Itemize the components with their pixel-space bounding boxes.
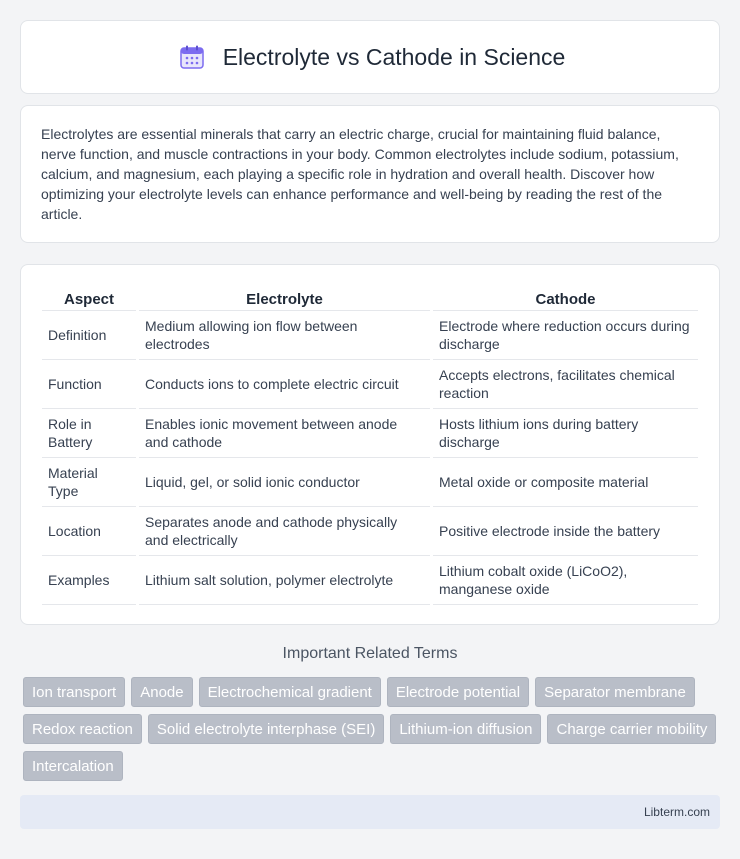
aspect-cell: Material Type xyxy=(42,458,136,507)
title-wrap xyxy=(175,40,566,74)
tag-ion-transport[interactable]: Ion transport xyxy=(23,677,125,707)
intro-card xyxy=(20,105,720,243)
table-row xyxy=(42,409,698,458)
header-aspect: Aspect xyxy=(42,285,136,311)
table-row xyxy=(42,458,698,507)
calendar-icon xyxy=(175,40,209,74)
electrolyte-cell: Enables ionic movement between anode and cathode xyxy=(139,409,430,458)
cathode-cell: Accepts electrons, facilitates chemical reaction xyxy=(433,360,698,409)
aspect-cell: Definition xyxy=(42,311,136,360)
related-terms-heading: Important Related Terms xyxy=(282,645,458,662)
tag-charge-carrier-mobility[interactable]: Charge carrier mobility xyxy=(547,714,716,744)
cathode-cell: Metal oxide or composite material xyxy=(433,458,698,507)
electrolyte-cell: Conducts ions to complete electric circuit xyxy=(139,360,430,409)
table-header-row xyxy=(42,285,698,311)
table-row xyxy=(42,360,698,409)
aspect-cell: Examples xyxy=(42,556,136,605)
cathode-cell: Electrode where reduction occurs during discharge xyxy=(433,311,698,360)
table-row xyxy=(42,556,698,605)
footer xyxy=(20,795,720,829)
table-row xyxy=(42,311,698,360)
tag-intercalation[interactable]: Intercalation xyxy=(23,751,123,781)
tag-electrochemical-gradient[interactable]: Electrochemical gradient xyxy=(199,677,381,707)
intro-paragraph: Electrolytes are essential minerals that carry an electric charge, crucial for maintaining fluid balance, nerve function, and muscle contractions in your body. Common electrolytes include sodium, potassium, calcium, and magnesium, each playing a specific role in hydration and overall health. Discover how optimizing your electrolyte levels can enhance performance and well-being by reading the rest of the article. xyxy=(41,126,679,222)
cathode-cell: Hosts lithium ions during battery discharge xyxy=(433,409,698,458)
tag-anode[interactable]: Anode xyxy=(131,677,192,707)
aspect-cell: Role in Battery xyxy=(42,409,136,458)
tag-separator-membrane[interactable]: Separator membrane xyxy=(535,677,695,707)
page-title: Electrolyte vs Cathode in Science xyxy=(222,43,566,70)
aspect-cell: Function xyxy=(42,360,136,409)
tag-lithium-ion-diffusion[interactable]: Lithium-ion diffusion xyxy=(390,714,541,744)
comparison-card xyxy=(20,264,720,625)
tag-redox-reaction[interactable]: Redox reaction xyxy=(23,714,142,744)
tag-solid-electrolyte-interphase[interactable]: Solid electrolyte interphase (SEI) xyxy=(148,714,384,744)
header-electrolyte: Electrolyte xyxy=(139,285,430,311)
comparison-table xyxy=(39,285,701,605)
header-cathode: Cathode xyxy=(433,285,698,311)
electrolyte-cell: Separates anode and cathode physically and electrically xyxy=(139,507,430,556)
aspect-cell: Location xyxy=(42,507,136,556)
tag-electrode-potential[interactable]: Electrode potential xyxy=(387,677,529,707)
electrolyte-cell: Lithium salt solution, polymer electrolyte xyxy=(139,556,430,605)
header-card xyxy=(20,20,720,94)
electrolyte-cell: Liquid, gel, or solid ionic conductor xyxy=(139,458,430,507)
electrolyte-cell: Medium allowing ion flow between electrodes xyxy=(139,311,430,360)
related-terms-list xyxy=(23,677,723,781)
footer-site-link[interactable]: Libterm.com xyxy=(643,805,710,819)
cathode-cell: Positive electrode inside the battery xyxy=(433,507,698,556)
cathode-cell: Lithium cobalt oxide (LiCoO2), manganese oxide xyxy=(433,556,698,605)
table-row xyxy=(42,507,698,556)
